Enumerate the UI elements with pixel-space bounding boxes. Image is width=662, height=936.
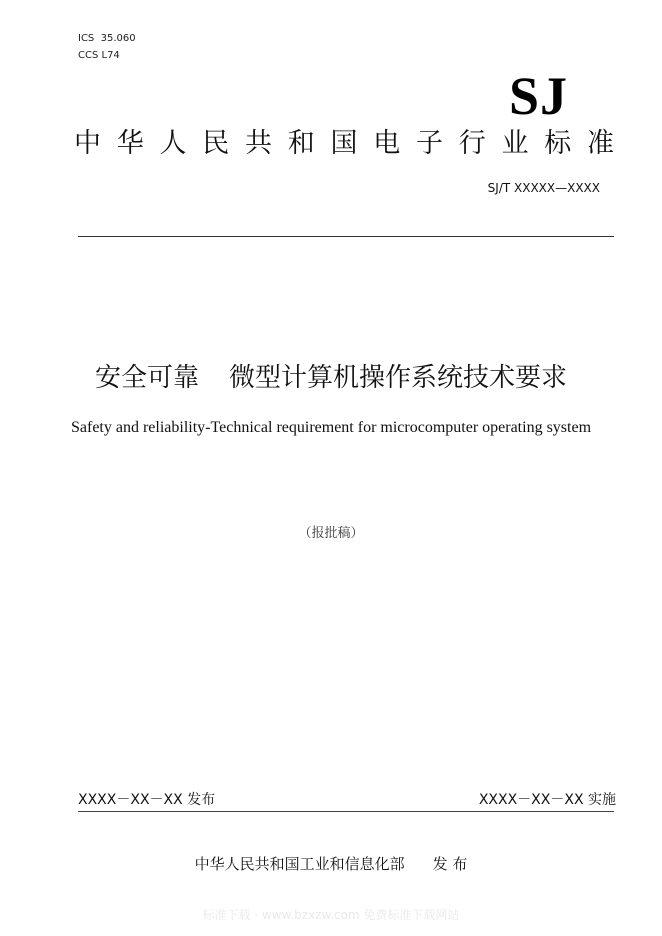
title-cn-part2: 微型计算机操作系统技术要求 bbox=[229, 363, 568, 393]
industry-standard-title: 中华人民共和国电子行业标准 bbox=[74, 128, 614, 159]
classification-codes bbox=[78, 30, 136, 64]
watermark: 标准下载 · www.bzxzw.com 免费标准下载网站 bbox=[202, 908, 460, 922]
document-title-en: Safety and reliability-Technical requirement for microcomputer operating system bbox=[70, 419, 592, 436]
draft-status: （报批稿） bbox=[298, 526, 364, 541]
document-title-cn bbox=[0, 358, 662, 398]
footer-divider bbox=[78, 811, 614, 812]
ccs-code: CCS L74 bbox=[78, 50, 120, 61]
implementation-date: XXXX－XX－XX 实施 bbox=[478, 792, 616, 808]
sj-logo: SJ bbox=[508, 66, 568, 126]
ics-code: ICS 35.060 bbox=[78, 33, 136, 44]
title-cn-part1: 安全可靠 bbox=[94, 363, 199, 393]
issuing-authority bbox=[0, 853, 662, 875]
issuer-name: 中华人民共和国工业和信息化部 bbox=[194, 855, 405, 873]
standard-number: SJ/T XXXXX—XXXX bbox=[487, 181, 600, 195]
release-date: XXXX－XX－XX 发布 bbox=[78, 792, 216, 808]
header-divider bbox=[78, 236, 614, 237]
issue-action: 发 布 bbox=[432, 855, 468, 873]
